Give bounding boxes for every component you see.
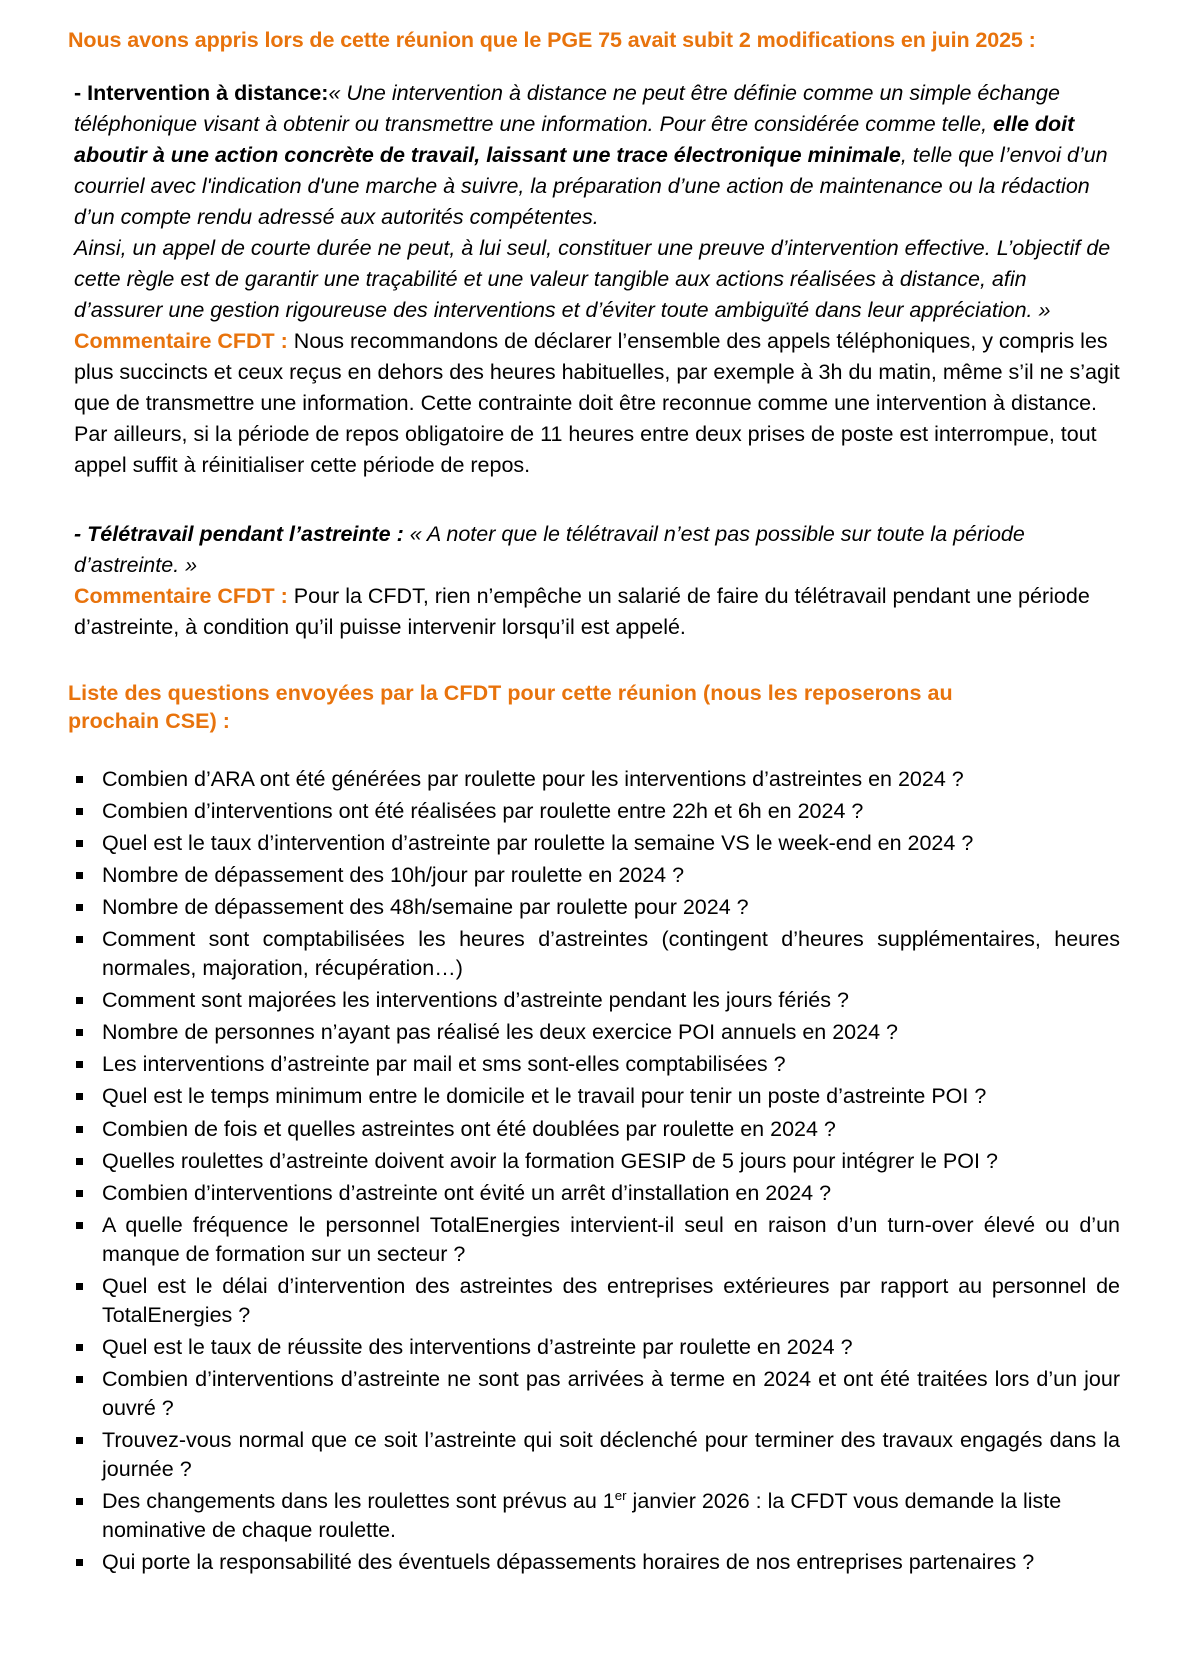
question-text: Combien d’interventions ont été réalisées par roulette entre 22h et 6h en 2024 ? xyxy=(102,799,864,824)
question-text: Combien d’ARA ont été générées par roulette pour les interventions d’astreintes en 2024 ? xyxy=(102,767,964,792)
question-text: Combien d’interventions d’astreinte ont évité un arrêt d’installation en 2024 ? xyxy=(102,1180,832,1205)
square-bullet-icon xyxy=(76,1559,83,1566)
list-item xyxy=(68,1147,1120,1176)
spacer-between-sections xyxy=(68,481,1120,519)
square-bullet-icon xyxy=(76,936,83,943)
list-item xyxy=(68,1426,1120,1484)
list-item xyxy=(68,765,1120,794)
square-bullet-icon xyxy=(76,1093,83,1100)
question-text: Comment sont comptabilisées les heures d’astreintes (contingent d’heures supplémentaires, heures normales, majoration, récupération…) xyxy=(102,927,1120,981)
square-bullet-icon xyxy=(76,1190,83,1197)
list-item xyxy=(68,1272,1120,1330)
list-item xyxy=(68,1115,1120,1144)
question-text: Combien d’interventions d’astreinte ne sont pas arrivées à terme en 2024 et ont été traitées lors d’un jour ouvré ? xyxy=(102,1366,1120,1420)
question-text: Nombre de personnes n’ayant pas réalisé les deux exercice POI annuels en 2024 ? xyxy=(102,1020,898,1045)
list-item xyxy=(68,1333,1120,1362)
questions-heading-line-1: Liste des questions envoyées par la CFDT pour cette réunion (nous les reposerons au xyxy=(68,680,953,705)
list-item xyxy=(68,1365,1120,1423)
section-2-comment-label: Commentaire CFDT : xyxy=(74,583,288,608)
section-1-comment-label: Commentaire CFDT : xyxy=(74,329,288,353)
section-1-comment-text: Nous recommandons de déclarer l’ensemble des appels téléphoniques, y compris les plus succincts et ceux reçus en dehors des heures habituelles, par exemple à 3h du matin, même s’il ne s’agit que de transmettre une information. Cette contrainte doit être reconnue comme une intervention à distance. Par ailleurs, si la période de repos obligatoire de 11 heures entre deux prises de poste est interrompue, tout appel suffit à réinitialiser cette période de repos. xyxy=(74,329,1120,477)
question-text: Nombre de dépassement des 48h/semaine par roulette pour 2024 ? xyxy=(102,895,749,920)
section-2-label: - Télétravail pendant l’astreinte : xyxy=(74,521,404,546)
list-item xyxy=(68,861,1120,890)
square-bullet-icon xyxy=(76,808,83,815)
question-text: Quel est le taux de réussite des interventions d’astreinte par roulette en 2024 ? xyxy=(102,1334,853,1359)
ordinal-superscript: er xyxy=(614,1487,627,1503)
questions-list xyxy=(68,765,1120,1576)
square-bullet-icon xyxy=(76,1126,83,1133)
square-bullet-icon xyxy=(76,1437,83,1444)
question-text: Comment sont majorées les interventions d’astreinte pendant les jours fériés ? xyxy=(102,988,849,1013)
questions-heading-line-2: prochain CSE) : xyxy=(68,708,231,733)
square-bullet-icon xyxy=(76,872,83,879)
question-text: Combien de fois et quelles astreintes ont été doublées par roulette en 2024 ? xyxy=(102,1116,836,1141)
section-2-comment-paragraph xyxy=(74,581,1120,643)
question-text: Quelles roulettes d’astreinte doivent avoir la formation GESIP de 5 jours pour intégrer le POI ? xyxy=(102,1148,998,1173)
square-bullet-icon xyxy=(76,1283,83,1290)
square-bullet-icon xyxy=(76,1376,83,1383)
list-item xyxy=(68,893,1120,922)
square-bullet-icon xyxy=(76,1344,83,1351)
square-bullet-icon xyxy=(76,1498,83,1505)
question-text-prefix: Des changements dans les roulettes sont prévus au 1 xyxy=(102,1488,615,1513)
question-text: Les interventions d’astreinte par mail et sms sont-elles comptabilisées ? xyxy=(102,1052,786,1077)
question-text: Quel est le temps minimum entre le domicile et le travail pour tenir un poste d’astreinte POI ? xyxy=(102,1084,987,1109)
question-text-suffix: janvier 2026 : la CFDT vous demande la liste nominative de chaque roulette. xyxy=(102,1488,1062,1542)
question-text: Nombre de dépassement des 10h/jour par roulette en 2024 ? xyxy=(102,863,685,888)
list-item-with-superscript xyxy=(68,1487,1120,1545)
square-bullet-icon xyxy=(76,997,83,1004)
square-bullet-icon xyxy=(76,904,83,911)
section-1-quote-paragraph xyxy=(74,78,1120,233)
section-1-label: - Intervention à distance: xyxy=(74,81,329,106)
square-bullet-icon xyxy=(76,1222,83,1229)
list-item xyxy=(68,1082,1120,1111)
square-bullet-icon xyxy=(76,776,83,783)
section-2-comment-text: Pour la CFDT, rien n’empêche un salarié de faire du télétravail pendant une période d’astreinte, à condition qu’il puisse intervenir lorsqu’il est appelé. xyxy=(74,583,1090,639)
section-1-quote-part-2: , telle que l’envoi d’un courriel avec l'indication d'une marche à suivre, la préparation d’une action de maintenance ou la rédaction d’un compte rendu adressé aux autorités compétentes. xyxy=(74,143,1108,230)
section-1-quote-bold: elle doit aboutir à une action concrète de travail, laissant une trace électronique minimale xyxy=(74,112,1075,168)
section-1-quote-part-3: Ainsi, un appel de courte durée ne peut, à lui seul, constituer une preuve d’intervention effective. L’objectif de cette règle est de garantir une traçabilité et une valeur tangible aux actions réalisées à distance, afin d’assurer une gestion rigoureuse des interventions et d’éviter toute ambiguïté dans leur appréciation. » xyxy=(74,236,1111,323)
square-bullet-icon xyxy=(76,1158,83,1165)
section-2-quote: « A noter que le télétravail n’est pas possible sur toute la période d’astreinte. » xyxy=(74,521,1025,577)
square-bullet-icon xyxy=(76,1029,83,1036)
list-item xyxy=(68,1548,1120,1577)
page-title-intro: Nous avons appris lors de cette réunion que le PGE 75 avait subit 2 modifications en juin 2025 : xyxy=(68,28,1036,52)
questions-section-heading xyxy=(68,679,1120,736)
section-teletravail-astreinte xyxy=(68,519,1120,643)
section-2-quote-paragraph xyxy=(74,519,1120,581)
question-text: Trouvez-vous normal que ce soit l’astreinte qui soit déclenché pour terminer des travaux engagés dans la journée ? xyxy=(102,1427,1120,1481)
section-1-quote-part-1: Une intervention à distance ne peut être définie comme un simple échange téléphonique visant à obtenir ou transmettre une information. Pour être considérée comme telle, xyxy=(74,81,1060,137)
square-bullet-icon xyxy=(76,840,83,847)
list-item xyxy=(68,986,1120,1015)
list-item xyxy=(68,1018,1120,1047)
section-intervention-a-distance xyxy=(68,78,1120,480)
question-text: Quel est le taux d’intervention d’astreinte par roulette la semaine VS le week-end en 2024 ? xyxy=(102,831,974,856)
question-text: A quelle fréquence le personnel TotalEnergies intervient-il seul en raison d’un turn-over élevé ou d’un manque de formation sur un secteur ? xyxy=(102,1212,1120,1266)
section-1-quote-open: « xyxy=(328,81,347,106)
list-item xyxy=(68,1179,1120,1208)
list-item xyxy=(68,1050,1120,1079)
list-item xyxy=(68,829,1120,858)
question-text: Quel est le délai d’intervention des astreintes des entreprises extérieures par rapport au personnel de TotalEnergies ? xyxy=(102,1273,1120,1327)
list-item xyxy=(68,925,1120,983)
list-item xyxy=(68,797,1120,826)
square-bullet-icon xyxy=(76,1061,83,1068)
list-item xyxy=(68,1211,1120,1269)
question-text: Qui porte la responsabilité des éventuels dépassements horaires de nos entreprises partenaires ? xyxy=(102,1549,1035,1574)
section-1-comment-paragraph xyxy=(74,326,1120,481)
